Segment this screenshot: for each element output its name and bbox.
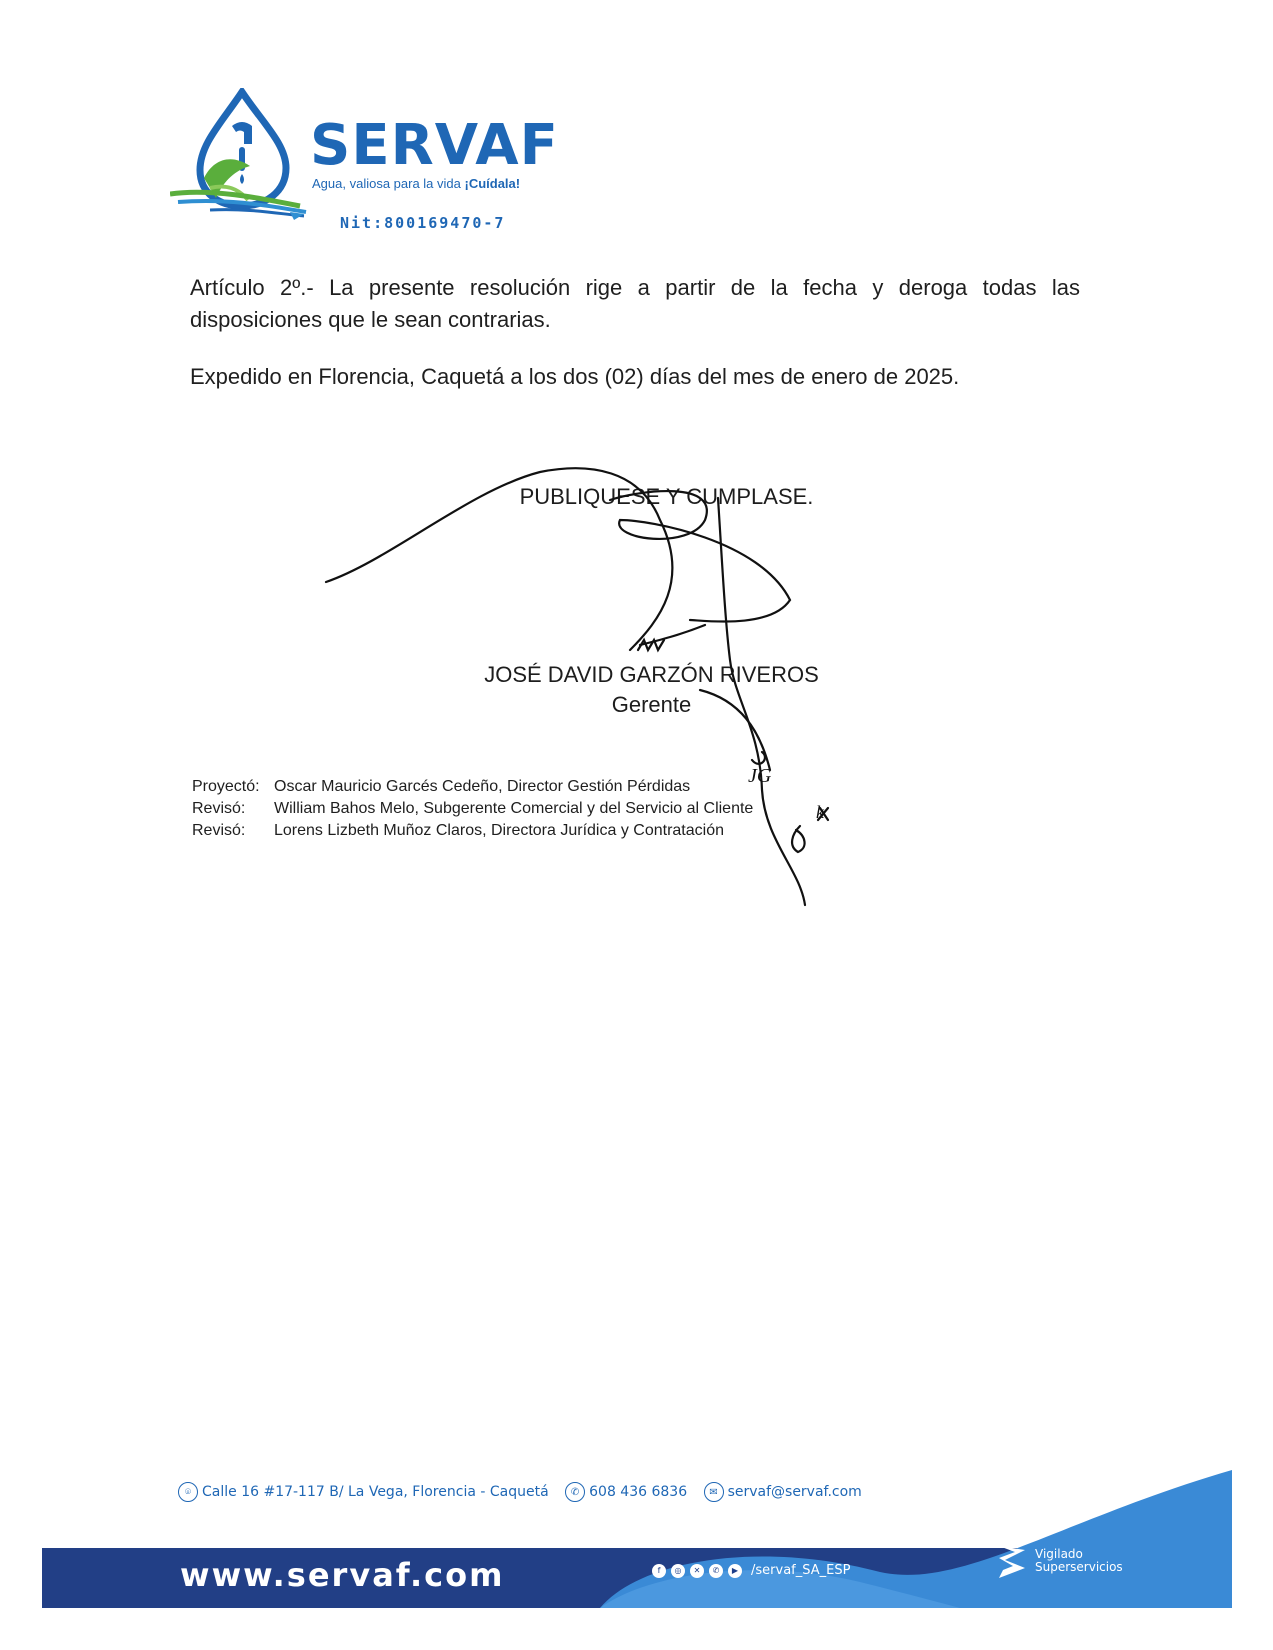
credit-label: Revisó: [192, 800, 246, 817]
vigilado-line-1: Vigilado [1035, 1547, 1083, 1561]
vigilado-label [1035, 1548, 1123, 1574]
instagram-icon[interactable]: ◎ [671, 1564, 685, 1578]
tagline-emphasis: ¡Cuídala! [464, 176, 521, 191]
credit-projected [192, 776, 690, 798]
address-text: Calle 16 #17-117 B/ La Vega, Florencia - Caquetá [202, 1484, 549, 1500]
signer-name: JOSÉ DAVID GARZÓN RIVEROS [484, 662, 819, 687]
brand-name: SERVAF [310, 113, 559, 178]
whatsapp-icon[interactable]: ✆ [709, 1564, 723, 1578]
social-links [652, 1563, 850, 1578]
article-2-text: Artículo 2º.- La presente resolución rige a partir de la fecha y deroga todas las disposiciones que le sean contrarias. [190, 275, 1080, 332]
credit-text: William Bahos Melo, Subgerente Comercial y del Servicio al Cliente [274, 800, 754, 817]
credit-reviewed-1 [192, 798, 753, 820]
superservicios-icon [995, 1528, 1029, 1580]
tagline-text: Agua, valiosa para la vida [312, 176, 465, 191]
initial-k: k [816, 802, 824, 822]
vigilado-line-2: Superservicios [1035, 1560, 1123, 1574]
credit-reviewed-2 [192, 820, 724, 842]
expedition-text: Expedido en Florencia, Caquetá a los dos (02) días del mes de enero de 2025. [190, 364, 960, 389]
initial-jg: JG [748, 765, 772, 787]
phone-text: 608 436 6836 [589, 1484, 688, 1500]
envelope-icon: ✉ [704, 1482, 724, 1502]
footer-band [0, 1460, 1273, 1630]
credit-text: Lorens Lizbeth Muñoz Claros, Directora Jurídica y Contratación [274, 822, 724, 839]
phone-icon: ✆ [565, 1482, 585, 1502]
credit-label: Proyectó: [192, 778, 260, 795]
website-link[interactable]: www.servaf.com [180, 1556, 505, 1594]
credit-text: Oscar Mauricio Garcés Cedeño, Director Gestión Pérdidas [274, 778, 691, 795]
brand-tagline [312, 176, 520, 191]
location-pin-icon: ⌾ [178, 1482, 198, 1502]
youtube-icon[interactable]: ▶ [728, 1564, 742, 1578]
facebook-icon[interactable]: f [652, 1564, 666, 1578]
credit-label: Revisó: [192, 822, 246, 839]
email-text: servaf@servaf.com [727, 1484, 862, 1500]
signer-role: Gerente [611, 692, 692, 717]
social-handle: /servaf_SA_ESP [751, 1563, 851, 1578]
publish-statement: PUBLIQUESE Y CUMPLASE. [519, 484, 814, 509]
x-icon[interactable]: ✕ [690, 1564, 704, 1578]
nit-number: Nit:800169470-7 [340, 214, 506, 232]
